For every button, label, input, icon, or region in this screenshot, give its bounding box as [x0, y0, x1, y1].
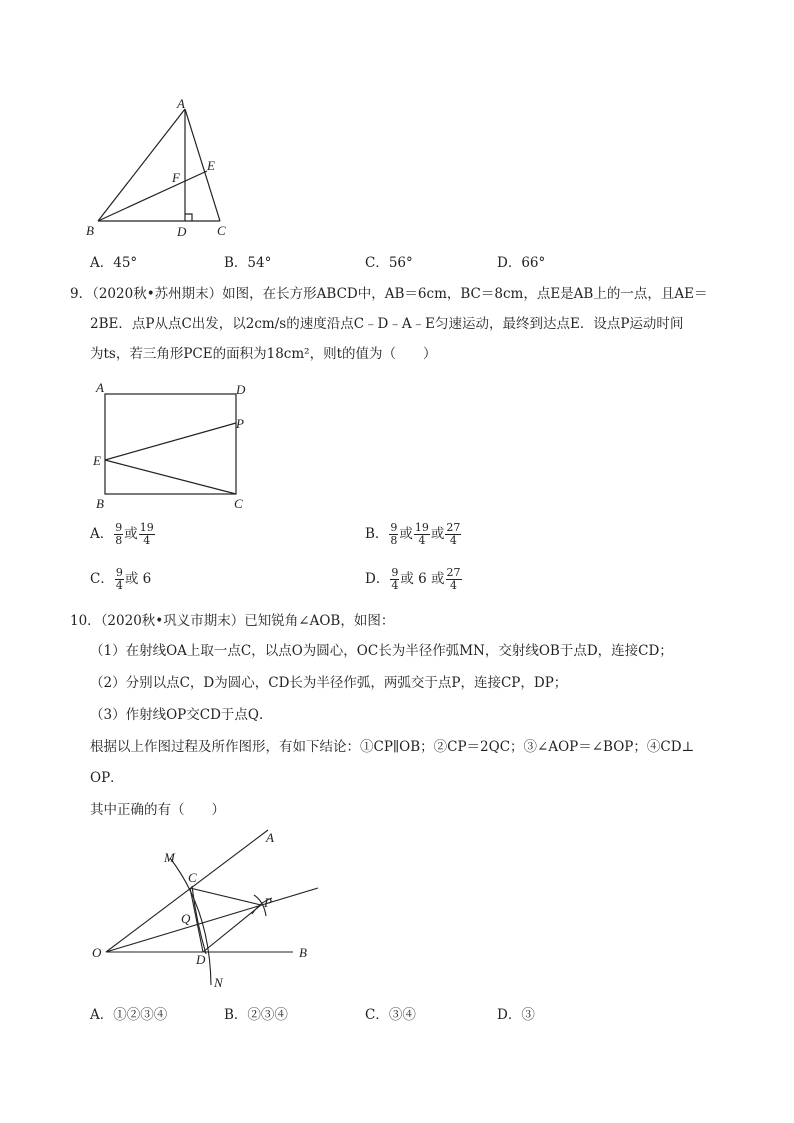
- q10-ray-OA: [106, 830, 268, 952]
- q9-number: 9．: [70, 286, 93, 302]
- q8-option-c-text: 56°: [388, 255, 413, 271]
- q10-label-D: D: [196, 952, 206, 967]
- q9-option-a-fraction-2: $\frac{19}{4}$: [139, 521, 154, 547]
- q8-label-C: C: [217, 223, 226, 238]
- q10-option-b-text: ②③④: [247, 1007, 288, 1023]
- q9-option-c-letter: C．: [90, 571, 114, 587]
- q8-option-a-letter: A．: [90, 255, 114, 271]
- q9-option-a-fraction-1: $\frac{9}{8}$: [115, 521, 123, 547]
- q10-step2: （2）分别以点C，D为圆心，CD长为半径作弧，两弧交于点P，连接CP，DP；: [90, 675, 568, 691]
- q10-arc-CD: [192, 886, 206, 954]
- q10-option-a[interactable]: [90, 1003, 167, 1023]
- q9-stem-line3: 为ts，若三角形PCE的面积为18cm²，则t的值为（ ）: [90, 346, 437, 362]
- q9-option-c-fraction-1: $\frac{9}{4}$: [115, 566, 123, 592]
- q8-segment-AB: [98, 109, 185, 221]
- q10-option-b[interactable]: [224, 1003, 288, 1023]
- q10-step1: （1）在射线OA上取一点C，以点O为圆心，OC长为半径作弧MN，交射线OB于点D，连接CD；: [90, 643, 673, 659]
- q8-option-a[interactable]: [90, 251, 137, 271]
- q10-source: （2020秋•巩义市期末）: [100, 613, 245, 629]
- q8-label-A: A: [177, 96, 185, 111]
- q9-label-D: D: [236, 382, 246, 397]
- q8-option-d-letter: D．: [497, 255, 522, 271]
- q8-option-c-letter: C．: [365, 255, 389, 271]
- q8-label-E: E: [207, 158, 215, 173]
- q10-label-P: P: [264, 895, 272, 910]
- q9-label-B: B: [96, 496, 104, 511]
- q9-option-b[interactable]: B． $\frac{9}{8}$ 或 $\frac{19}{4}$ 或 $\frac{27}{4}$: [365, 521, 461, 547]
- q9-segment-EC: [105, 460, 236, 494]
- q10-label-N: N: [214, 975, 223, 990]
- q10-label-Q: Q: [181, 911, 191, 926]
- q9-option-d-letter: D．: [365, 571, 390, 587]
- q10-conclusion-line2: OP．: [90, 770, 124, 786]
- q8-option-c[interactable]: [365, 251, 413, 271]
- q9-option-d-fraction-2: $\frac{27}{4}$: [446, 566, 461, 592]
- q8-label-B: B: [86, 223, 94, 238]
- q10-label-C: C: [188, 870, 197, 885]
- q8-option-b-letter: B．: [224, 255, 248, 271]
- q10-segment-CP: [190, 888, 261, 905]
- q9-option-b-letter: B．: [365, 526, 389, 542]
- q9-segment-EP: [105, 423, 236, 460]
- q10-segment-DP: [203, 905, 261, 952]
- q9-option-b-fraction-3: $\frac{27}{4}$: [446, 521, 461, 547]
- q9-option-a-letter: A．: [90, 526, 114, 542]
- q10-option-a-text: ①②③④: [113, 1007, 168, 1023]
- q9-option-b-fraction-2: $\frac{19}{4}$: [414, 521, 429, 547]
- q10-step3: （3）作射线OP交CD于点Q．: [90, 707, 273, 723]
- q9-label-C: C: [234, 496, 243, 511]
- q8-option-d-text: 66°: [521, 255, 546, 271]
- q10-option-a-letter: A．: [90, 1007, 114, 1023]
- q10-intro: 已知锐角∠AOB，如图：: [244, 613, 395, 629]
- q9-source: （2020秋•苏州期末）: [92, 286, 223, 302]
- q10-construction-figure: [88, 830, 328, 995]
- q10-option-b-letter: B．: [224, 1007, 248, 1023]
- q9-label-A: A: [96, 380, 104, 395]
- q8-option-d[interactable]: [497, 251, 545, 271]
- q8-option-a-text: 45°: [113, 255, 138, 271]
- q10-option-c[interactable]: [365, 1003, 416, 1023]
- q10-label-O: O: [92, 945, 102, 960]
- q10-option-d[interactable]: [497, 1003, 535, 1023]
- q9-label-E: E: [93, 453, 101, 468]
- q8-option-b[interactable]: [224, 251, 271, 271]
- q9-stem-line1: [70, 284, 707, 304]
- q9-stem-line2: 2BE．点P从点C出发，以2cm/s的速度沿点C﹣D﹣A﹣E匀速运动，最终到达点E．设点P运动时间: [90, 316, 684, 332]
- q9-label-P: P: [236, 416, 244, 431]
- q8-label-D: D: [177, 224, 187, 239]
- q9-rectangle-ABCD: [105, 394, 236, 494]
- q9-option-a[interactable]: A． $\frac{9}{8}$ 或 $\frac{19}{4}$: [90, 521, 154, 547]
- q10-question: 其中正确的有（ ）: [90, 802, 225, 818]
- q10-label-M: M: [164, 850, 175, 865]
- q10-option-d-text: ③: [521, 1007, 535, 1023]
- q8-label-F: F: [172, 170, 180, 185]
- q9-option-d-fraction-1: $\frac{9}{4}$: [391, 566, 399, 592]
- q9-option-c[interactable]: C． $\frac{9}{4}$ 或 6: [90, 566, 152, 592]
- q8-right-angle-mark: [185, 214, 192, 221]
- q10-conclusion-line1: 根据以上作图过程及所作图形，有如下结论：①CP∥OB；②CP＝2QC；③∠AOP＝∠BOP；④CD⊥: [90, 739, 695, 755]
- q10-label-A: A: [266, 830, 274, 845]
- q9-option-d[interactable]: D． $\frac{9}{4}$ 或 6 或 $\frac{27}{4}$: [365, 566, 461, 592]
- q8-triangle-figure: [80, 95, 240, 245]
- q9-rectangle-figure: [88, 378, 258, 513]
- q9-option-b-fraction-1: $\frac{9}{8}$: [390, 521, 398, 547]
- q10-option-d-letter: D．: [497, 1007, 522, 1023]
- q10-option-c-text: ③④: [388, 1007, 416, 1023]
- q9-line1: 如图，在长方形ABCD中，AB＝6cm，BC＝8cm，点E是AB上的一点，且AE＝: [222, 286, 708, 302]
- q8-option-b-text: 54°: [247, 255, 272, 271]
- q10-ray-OP: [106, 888, 318, 952]
- q10-stem-line1: [70, 611, 394, 631]
- q10-option-c-letter: C．: [365, 1007, 389, 1023]
- q10-number: 10．: [70, 613, 101, 629]
- q10-label-B: B: [299, 945, 307, 960]
